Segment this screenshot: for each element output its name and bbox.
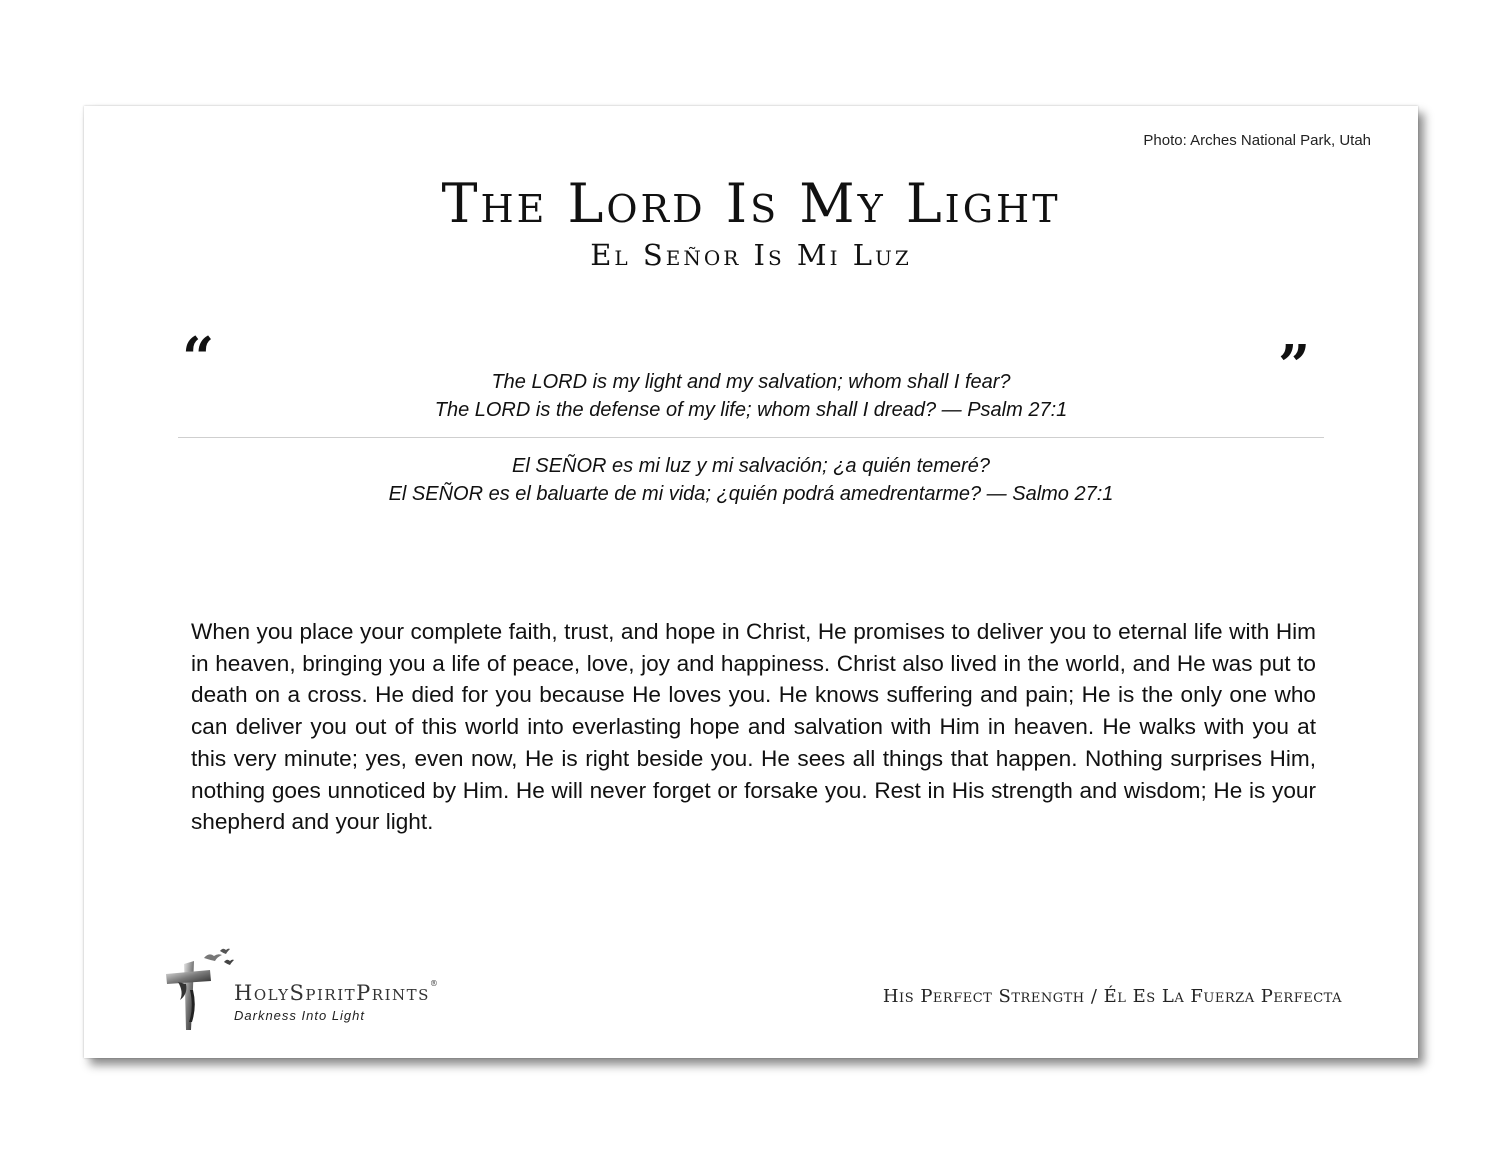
page-title: The Lord Is My Light <box>441 172 1061 235</box>
open-quote-mark: “ <box>182 325 215 391</box>
brand-logo <box>164 948 484 1038</box>
card <box>84 106 1418 1058</box>
devotional-text: When you place your complete faith, trust, and hope in Christ, He promises to deliver you to eternal life with Him in heaven, bringing you a life of peace, love, joy and happiness. Christ also lived in the world, and He was put to death on a cross. He died for you because He loves you. He knows suffering and pain; He is the only one who can deliver you out of this world into everlasting hope and salvation with Him in heaven. He walks with you at this very minute; yes, even now, He is right beside you. He sees all things that happen. Nothing surprises Him, nothing goes unnoticed by Him. He will never forget or forsake you. Rest in His strength and wisdom; He is your shepherd and your light. <box>191 619 1316 835</box>
verse-divider <box>178 437 1324 438</box>
cross-with-doves-icon <box>164 948 234 1038</box>
series-title: His Perfect Strength / Él Es La Fuerza Perfecta <box>882 986 1342 1007</box>
verse-spanish-line-2: El SEÑOR es el baluarte de mi vida; ¿quién podrá amedrentarme? — Salmo 27:1 <box>388 483 1114 505</box>
verse-english-line-2: The LORD is the defense of my life; whom shall I dread? — Psalm 27:1 <box>434 399 1068 421</box>
verse-spanish <box>84 452 1418 508</box>
brand-name: HolySpiritPrints® <box>234 979 440 1005</box>
close-quote-mark: ” <box>1278 333 1311 399</box>
verse-spanish-line-1: El SEÑOR es mi luz y mi salvación; ¿a quién temeré? <box>512 455 990 477</box>
verse-english-line-1: The LORD is my light and my salvation; whom shall I fear? <box>491 371 1011 393</box>
page-subtitle: El Señor Is Mi Luz <box>590 238 912 272</box>
brand-tagline: Darkness Into Light <box>234 1008 366 1023</box>
verse-english <box>84 368 1418 424</box>
photo-credit: Photo: Arches National Park, Utah <box>1143 132 1371 149</box>
